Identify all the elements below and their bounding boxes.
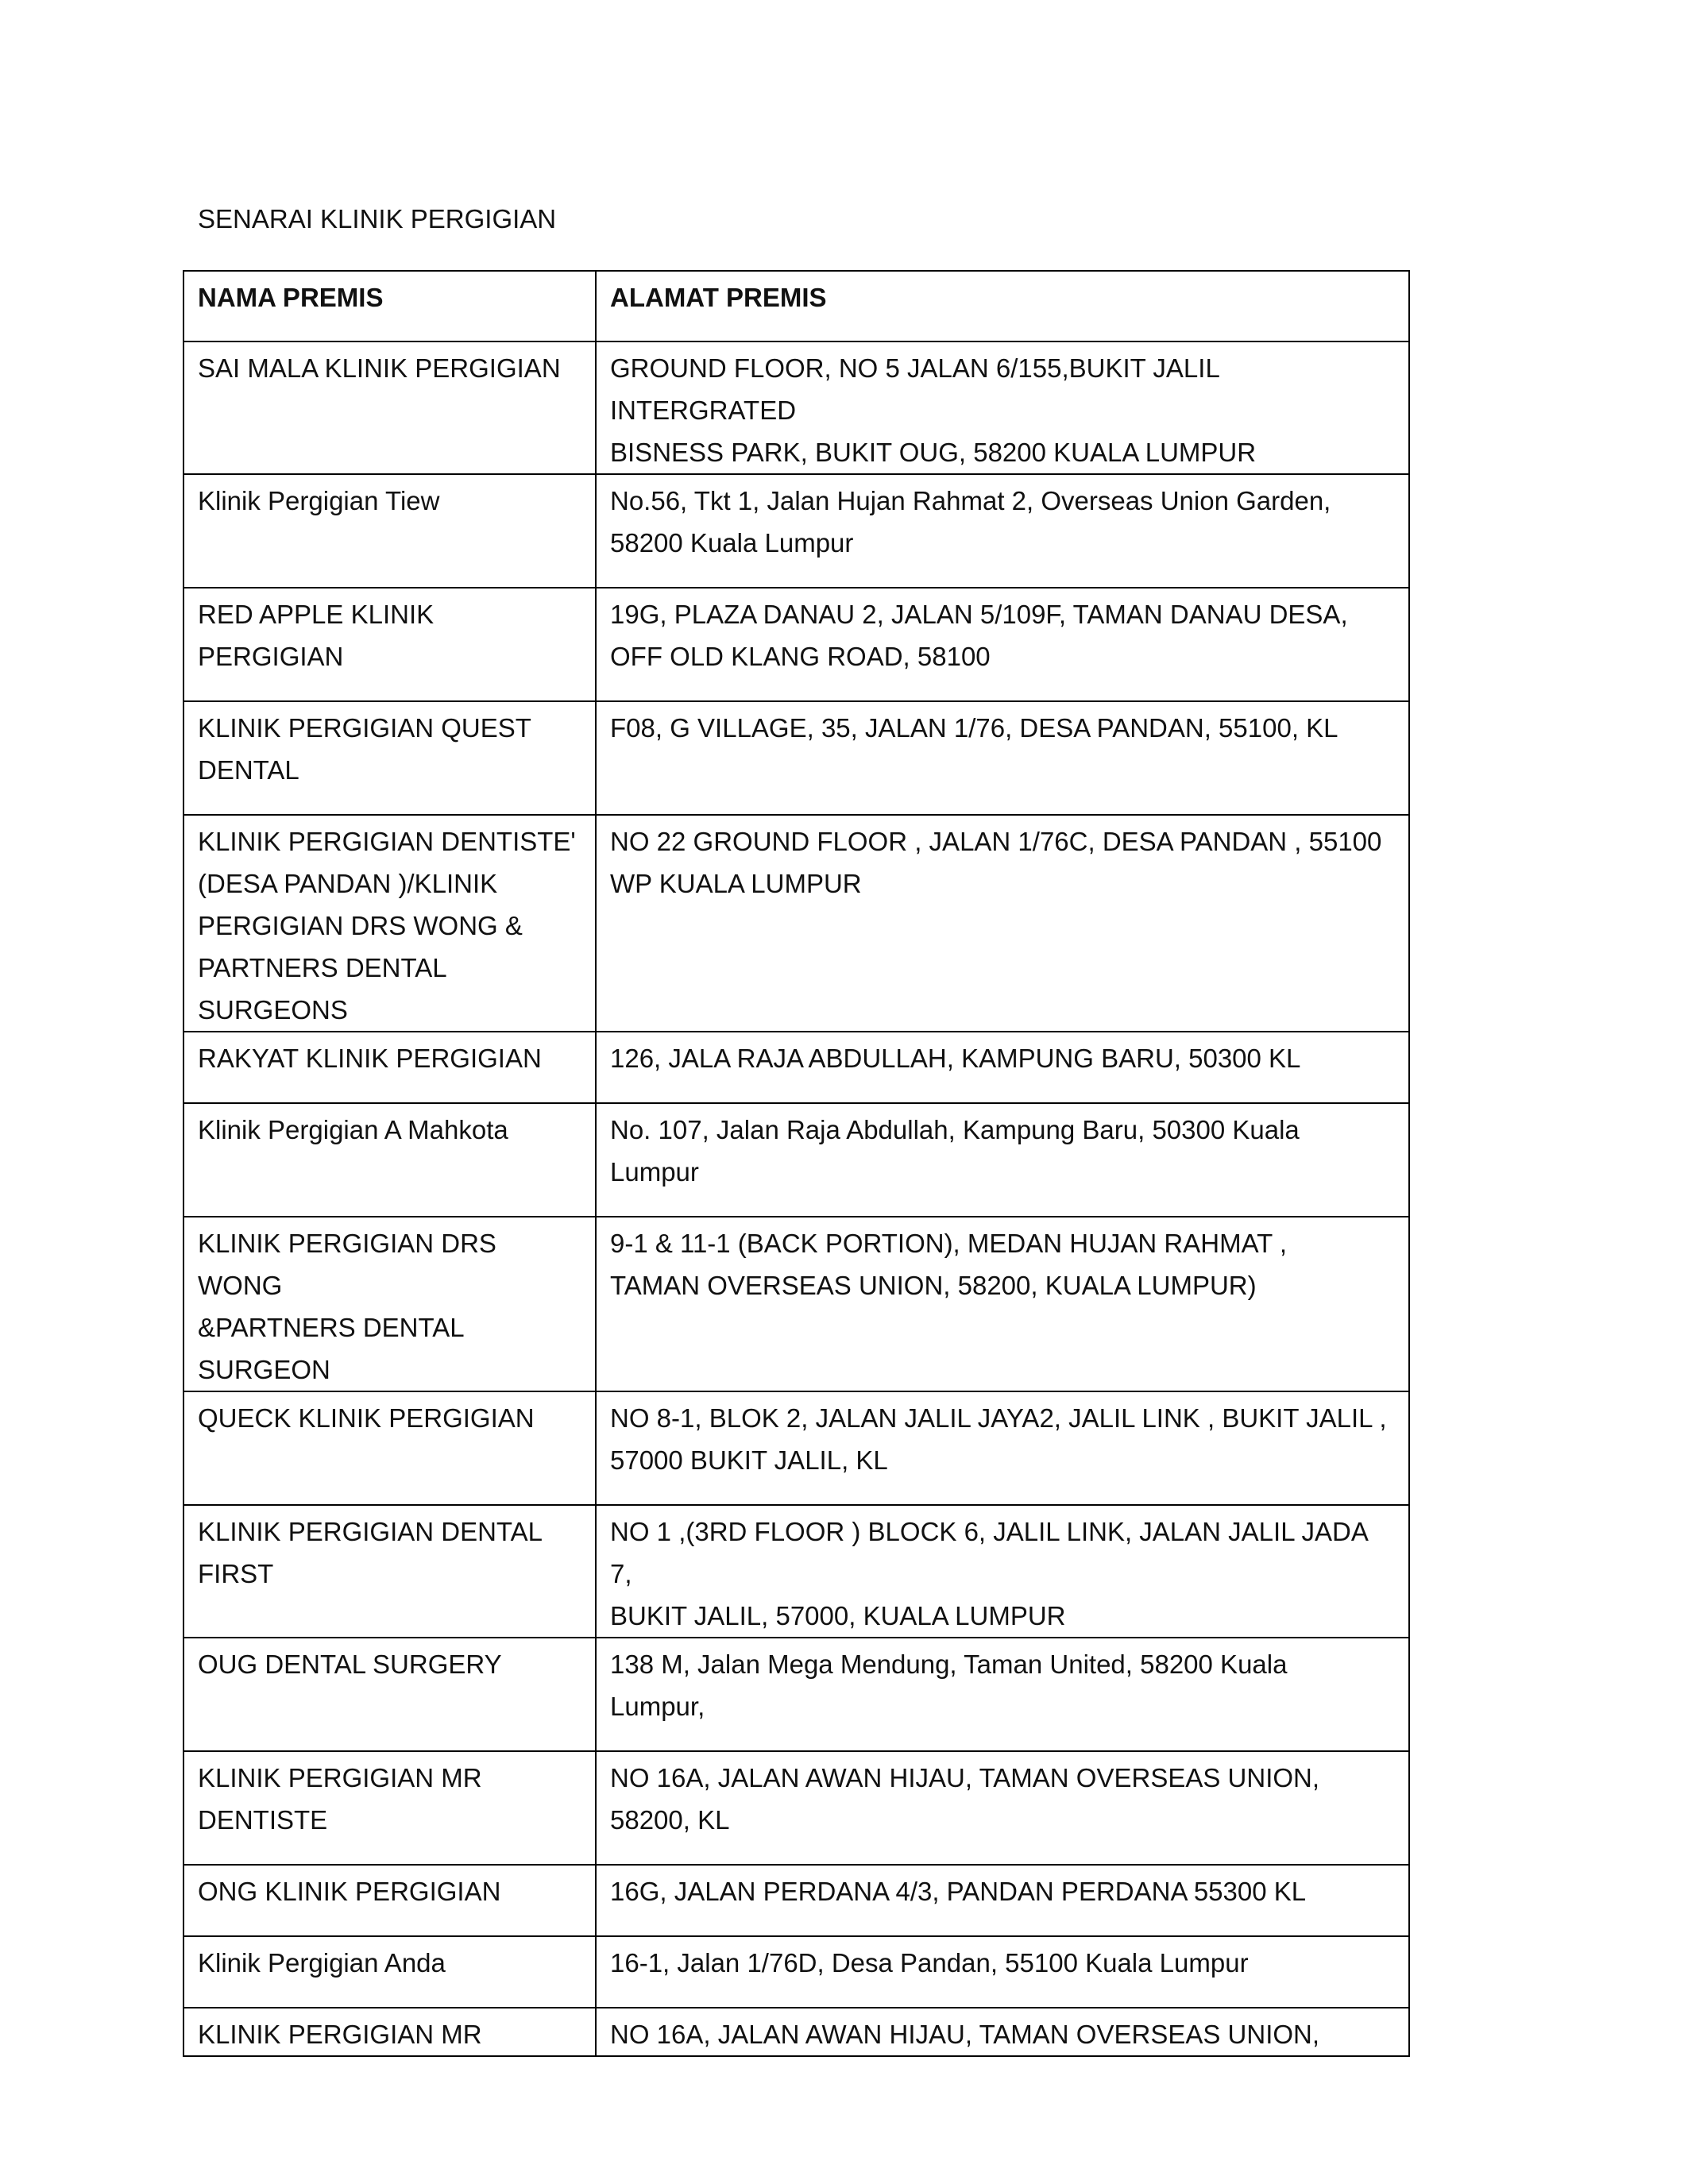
cell-nama-premis: SAI MALA KLINIK PERGIGIAN <box>183 341 596 474</box>
table-row <box>183 1865 1409 1936</box>
table-row <box>183 1217 1409 1391</box>
cell-alamat-premis: No. 107, Jalan Raja Abdullah, Kampung Baru, 50300 Kuala Lumpur <box>596 1103 1409 1217</box>
cell-alamat-premis: F08, G VILLAGE, 35, JALAN 1/76, DESA PANDAN, 55100, KL <box>596 701 1409 815</box>
cell-nama-premis: Klinik Pergigian Anda <box>183 1936 596 2008</box>
cell-nama-premis: KLINIK PERGIGIAN DENTISTE' (DESA PANDAN )/KLINIK PERGIGIAN DRS WONG & PARTNERS DENTAL SURGEONS <box>183 815 596 1032</box>
cell-alamat-premis: NO 1 ,(3RD FLOOR ) BLOCK 6, JALIL LINK, JALAN JALIL JADA 7, BUKIT JALIL, 57000, KUALA LUMPUR <box>596 1505 1409 1638</box>
cell-alamat-premis: 138 M, Jalan Mega Mendung, Taman United, 58200 Kuala Lumpur, <box>596 1638 1409 1751</box>
page-title: SENARAI KLINIK PERGIGIAN <box>198 204 557 233</box>
cell-alamat-premis: NO 22 GROUND FLOOR , JALAN 1/76C, DESA PANDAN , 55100 WP KUALA LUMPUR <box>596 815 1409 1032</box>
cell-nama-premis: RED APPLE KLINIK PERGIGIAN <box>183 588 596 701</box>
cell-alamat-premis: 16G, JALAN PERDANA 4/3, PANDAN PERDANA 55300 KL <box>596 1865 1409 1936</box>
table-row <box>183 1032 1409 1103</box>
cell-nama-premis: OUG DENTAL SURGERY <box>183 1638 596 1751</box>
cell-nama-premis: KLINIK PERGIGIAN DRS WONG &PARTNERS DENTAL SURGEON <box>183 1217 596 1391</box>
table-row <box>183 588 1409 701</box>
table-row <box>183 1103 1409 1217</box>
cell-nama-premis: RAKYAT KLINIK PERGIGIAN <box>183 1032 596 1103</box>
cell-alamat-premis: 19G, PLAZA DANAU 2, JALAN 5/109F, TAMAN DANAU DESA, OFF OLD KLANG ROAD, 58100 <box>596 588 1409 701</box>
cell-nama-premis: KLINIK PERGIGIAN MR <box>183 2008 596 2056</box>
cell-alamat-premis: NO 16A, JALAN AWAN HIJAU, TAMAN OVERSEAS UNION, 58200, KL <box>596 1751 1409 1865</box>
cell-alamat-premis: 16-1, Jalan 1/76D, Desa Pandan, 55100 Kuala Lumpur <box>596 1936 1409 2008</box>
cell-nama-premis: QUECK KLINIK PERGIGIAN <box>183 1391 596 1505</box>
cell-alamat-premis: GROUND FLOOR, NO 5 JALAN 6/155,BUKIT JALIL INTERGRATED BISNESS PARK, BUKIT OUG, 58200 KUALA LUMPUR <box>596 341 1409 474</box>
table-row <box>183 1751 1409 1865</box>
table-row <box>183 1391 1409 1505</box>
table-row <box>183 701 1409 815</box>
cell-alamat-premis: NO 8-1, BLOK 2, JALAN JALIL JAYA2, JALIL LINK , BUKIT JALIL , 57000 BUKIT JALIL, KL <box>596 1391 1409 1505</box>
cell-nama-premis: Klinik Pergigian A Mahkota <box>183 1103 596 1217</box>
cell-alamat-premis: 9-1 & 11-1 (BACK PORTION), MEDAN HUJAN RAHMAT , TAMAN OVERSEAS UNION, 58200, KUALA LUMPUR) <box>596 1217 1409 1391</box>
table-row <box>183 1638 1409 1751</box>
clinic-table <box>183 270 1410 2057</box>
header-alamat-premis: ALAMAT PREMIS <box>596 271 1409 341</box>
table-row <box>183 1505 1409 1638</box>
cell-alamat-premis: 126, JALA RAJA ABDULLAH, KAMPUNG BARU, 50300 KL <box>596 1032 1409 1103</box>
table-row <box>183 1936 1409 2008</box>
table-row <box>183 2008 1409 2056</box>
table-row <box>183 341 1409 474</box>
table-row <box>183 474 1409 588</box>
table-row <box>183 815 1409 1032</box>
cell-nama-premis: KLINIK PERGIGIAN DENTAL FIRST <box>183 1505 596 1638</box>
cell-nama-premis: KLINIK PERGIGIAN QUEST DENTAL <box>183 701 596 815</box>
cell-nama-premis: Klinik Pergigian Tiew <box>183 474 596 588</box>
header-nama-premis: NAMA PREMIS <box>183 271 596 341</box>
table-header-row <box>183 271 1409 341</box>
cell-nama-premis: ONG KLINIK PERGIGIAN <box>183 1865 596 1936</box>
cell-alamat-premis: No.56, Tkt 1, Jalan Hujan Rahmat 2, Overseas Union Garden, 58200 Kuala Lumpur <box>596 474 1409 588</box>
cell-alamat-premis: NO 16A, JALAN AWAN HIJAU, TAMAN OVERSEAS UNION, <box>596 2008 1409 2056</box>
cell-nama-premis: KLINIK PERGIGIAN MR DENTISTE <box>183 1751 596 1865</box>
